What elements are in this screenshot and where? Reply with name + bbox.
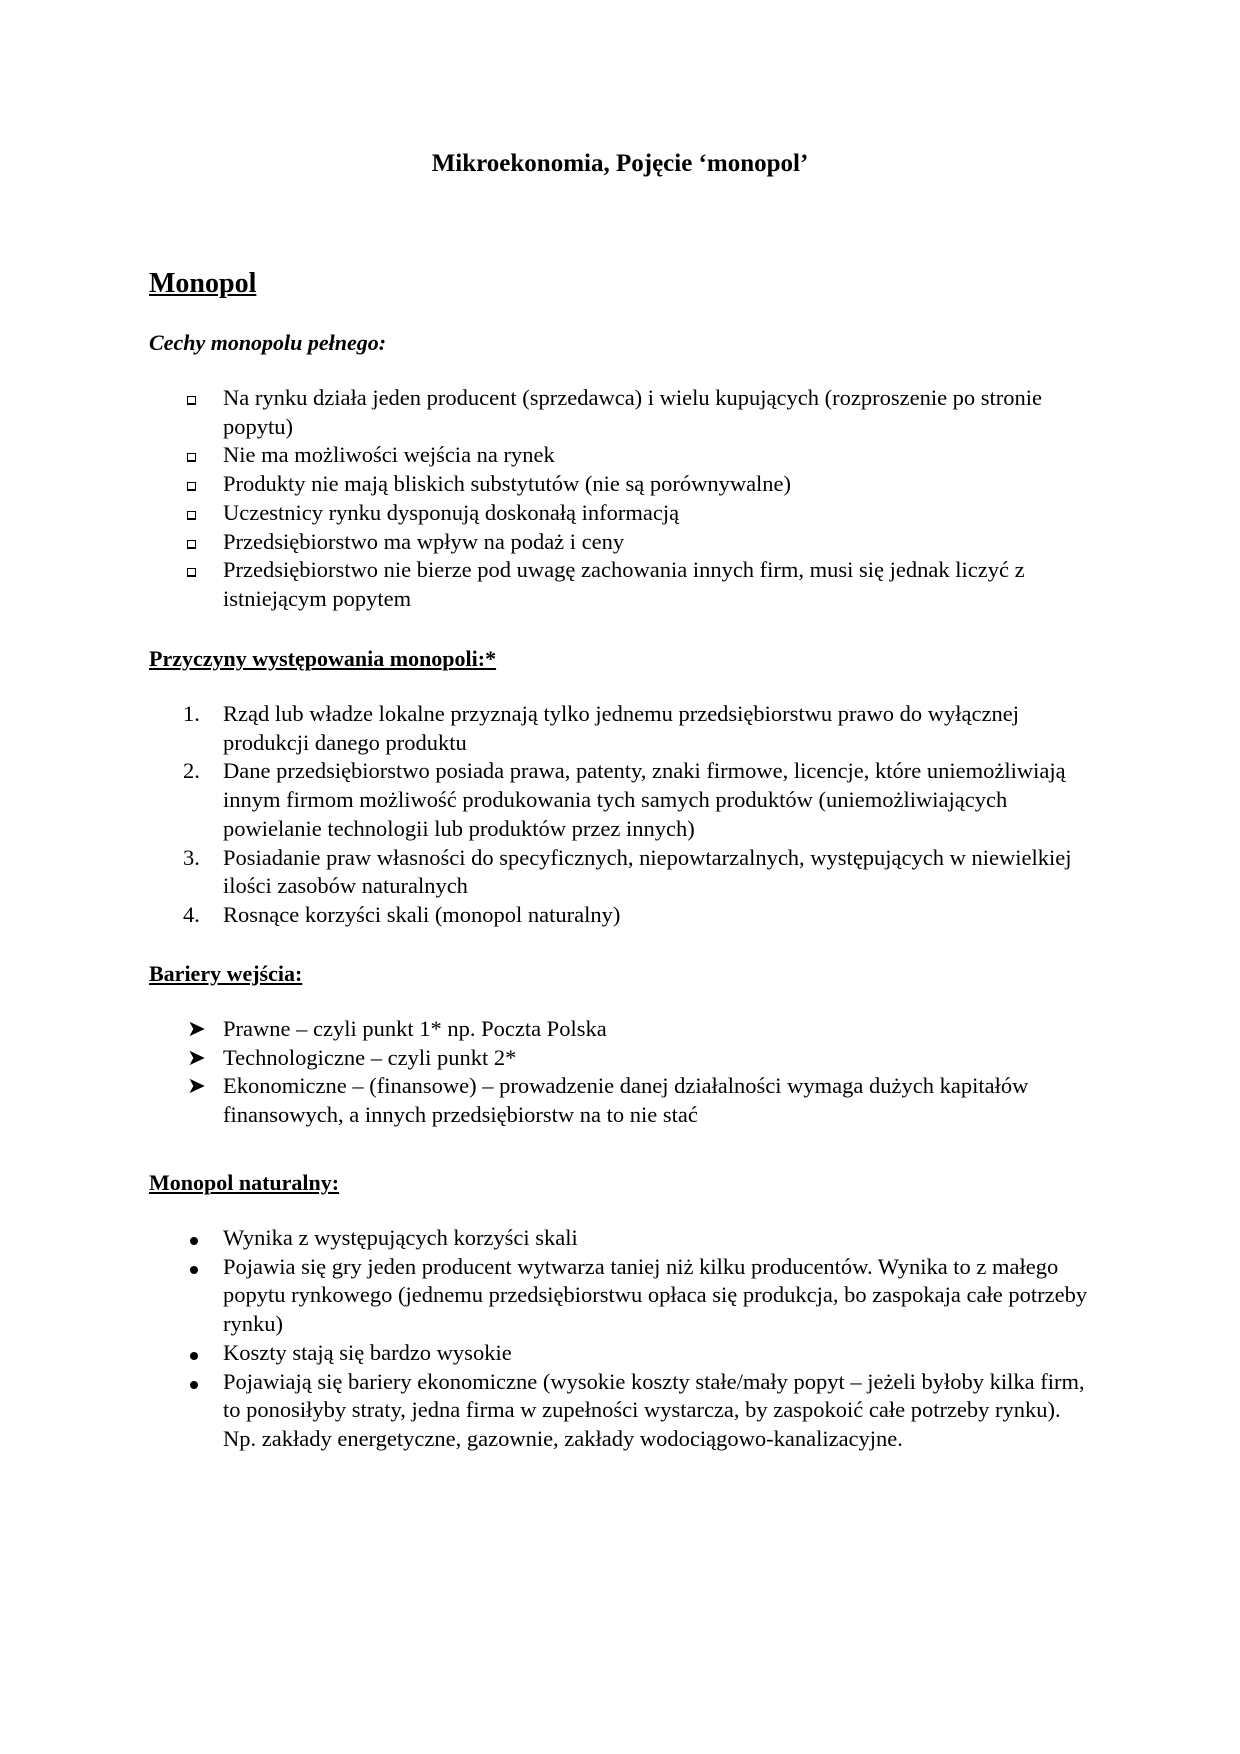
arrow-bullet-icon: ➤ <box>187 1016 206 1041</box>
list-item: ➤ Technologiczne – czyli punkt 2* <box>149 1044 1093 1073</box>
list-number: 4. <box>183 901 200 927</box>
list-item: Uczestnicy rynku dysponują doskonałą informacją <box>149 499 1093 528</box>
list-item: Na rynku działa jeden producent (sprzedawca) i wielu kupujących (rozproszenie po stronie popytu) <box>149 384 1093 441</box>
section-heading: Cechy monopolu pełnego: <box>149 330 387 355</box>
dot-bullet-icon <box>187 1339 217 1368</box>
document-title: Mikroekonomia, Pojęcie ‘monopol’ <box>431 150 809 177</box>
square-bullet-icon <box>187 499 217 528</box>
arrow-bullet-icon: ➤ <box>187 1044 206 1070</box>
list-item: ➤ Prawne – czyli punkt 1* np. Poczta Polska <box>149 1015 1093 1044</box>
dot-bullet-icon <box>187 1253 217 1282</box>
list-item: 2. Dane przedsiębiorstwo posiada prawa, patenty, znaki firmowe, licencje, które uniemożliwiają innym firmom możliwość produkowania tych samych produktów (uniemożliwiających powielanie technologii lub produktów przez innych) <box>183 758 1066 841</box>
list-item: Przedsiębiorstwo nie bierze pod uwagę zachowania innych firm, musi się jednak liczyć z istniejącym popytem <box>149 556 1093 613</box>
main-heading: Monopol <box>149 268 257 299</box>
list-item: Koszty stają się bardzo wysokie <box>149 1339 1093 1368</box>
section-features <box>149 330 1109 614</box>
list-item: Pojawiają się bariery ekonomiczne (wysokie koszty stałe/mały popyt – jeżeli byłoby kilka firm, to ponosiłyby straty, jedna firma w zupełności wystarcza, by zaspokoić całe potrzeby rynku). Np. zakłady energetyczne, gazownie, zakłady wodociągowo-kanalizacyjne. <box>149 1368 1093 1454</box>
section-causes <box>149 646 1109 930</box>
square-bullet-icon <box>187 470 217 499</box>
list-item: 1. Rząd lub władze lokalne przyznają tylko jednemu przedsiębiorstwu prawo do wyłącznej produkcji danego produktu <box>183 701 1019 755</box>
dot-bullet-icon <box>187 1224 217 1253</box>
list-item: Produkty nie mają bliskich substytutów (nie są porównywalne) <box>149 470 1093 499</box>
square-bullet-icon <box>187 528 217 557</box>
list-number: 2. <box>183 758 200 784</box>
list-number: 1. <box>183 701 200 726</box>
dot-bullet-icon <box>187 1368 217 1397</box>
list-item: Przedsiębiorstwo ma wpływ na podaż i ceny <box>149 528 1093 557</box>
section-barriers <box>149 961 1109 1130</box>
list-item: Nie ma możliwości wejścia na rynek <box>149 441 1093 470</box>
list-item: 3. Posiadanie praw własności do specyficznych, niepowtarzalnych, występujących w niewielkiej ilości zasobów naturalnych <box>183 844 1072 899</box>
square-bullet-icon <box>187 384 217 413</box>
arrow-bullet-icon: ➤ <box>187 1073 206 1099</box>
list-number: 3. <box>183 844 200 870</box>
square-bullet-icon <box>187 441 217 470</box>
list-item: Pojawia się gry jeden producent wytwarza taniej niż kilku producentów. Wynika to z małego popytu rynkowego (jednemu przedsiębiorstwu opłaca się produkcja, bo zaspokaja całe potrzeby rynku) <box>149 1253 1093 1339</box>
list-item: ➤ Ekonomiczne – (finansowe) – prowadzenie danej działalności wymaga dużych kapitałów finansowych, a innych przedsiębiorstw na to nie stać <box>187 1073 1029 1128</box>
section-heading: Bariery wejścia: <box>149 961 303 986</box>
square-bullet-icon <box>187 556 217 585</box>
section-heading: Przyczyny występowania monopoli:* <box>149 646 497 671</box>
section-natural-monopoly <box>149 1170 1109 1454</box>
list-item: Wynika z występujących korzyści skali <box>149 1224 1093 1253</box>
list-item: 4. Rosnące korzyści skali (monopol naturalny) <box>149 901 1093 930</box>
section-heading: Monopol naturalny: <box>149 1170 340 1195</box>
